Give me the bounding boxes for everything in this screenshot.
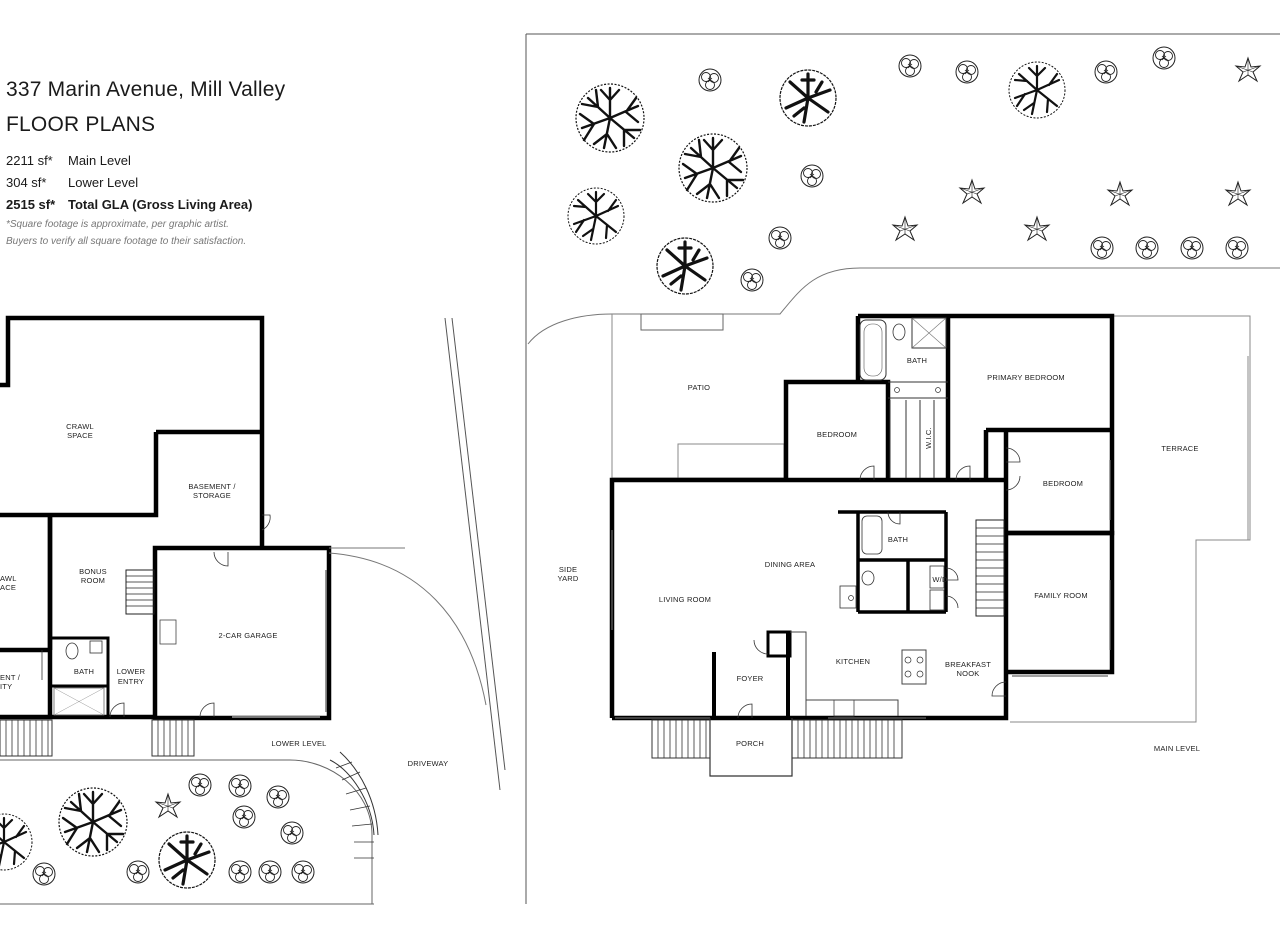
tree-icon xyxy=(59,788,127,856)
plan-subtitle: FLOOR PLANS xyxy=(6,113,156,136)
shrub-icon xyxy=(292,861,314,883)
room-label: LOWER xyxy=(116,667,146,676)
room-label: ENT / xyxy=(0,673,21,682)
area-label: Main Level xyxy=(68,153,131,168)
room-label: ROOM xyxy=(80,576,106,585)
shrub-icon xyxy=(1226,237,1248,259)
shrub-icon xyxy=(1095,61,1117,83)
plant-icon xyxy=(1226,182,1250,205)
lower-level-plan xyxy=(0,318,486,904)
sheet-dividers xyxy=(445,34,1280,904)
disclaimer-line-1: *Square footage is approximate, per graphic artist. xyxy=(6,219,229,230)
room-label: FOYER xyxy=(736,674,764,683)
room-label: W/D xyxy=(932,575,948,584)
room-label: W.I.C. xyxy=(924,427,933,449)
room-label: DINING AREA xyxy=(764,560,816,569)
room-label: YARD xyxy=(557,574,579,583)
tree-icon xyxy=(568,188,624,244)
tree-icon xyxy=(576,84,644,152)
property-address: 337 Marin Avenue, Mill Valley xyxy=(6,78,286,101)
area-sf: 2515 sf* xyxy=(6,197,56,212)
shrub-icon xyxy=(189,774,211,796)
plant-icon xyxy=(156,794,180,817)
plant-icon xyxy=(960,180,984,203)
level-label: MAIN LEVEL xyxy=(1153,744,1201,753)
driveway-label: DRIVEWAY xyxy=(407,759,449,768)
room-label: TERRACE xyxy=(1161,444,1199,453)
room-label: ITY xyxy=(0,682,13,691)
shrub-icon xyxy=(267,786,289,808)
room-label: ACE xyxy=(0,583,17,592)
room-label: BEDROOM xyxy=(816,430,858,439)
plant-icon xyxy=(1025,217,1049,240)
tree-icon xyxy=(780,70,836,126)
room-label: PATIO xyxy=(687,383,711,392)
shrub-icon xyxy=(229,861,251,883)
shrub-icon xyxy=(769,227,791,249)
shrub-icon xyxy=(229,775,251,797)
room-label: BATH xyxy=(887,535,909,544)
level-label: LOWER LEVEL xyxy=(271,739,327,748)
shrub-icon xyxy=(1091,237,1113,259)
shrub-icon xyxy=(1181,237,1203,259)
room-label: LIVING ROOM xyxy=(658,595,712,604)
shrub-icon xyxy=(1136,237,1158,259)
area-label: Total GLA (Gross Living Area) xyxy=(68,197,253,212)
area-sf: 304 sf* xyxy=(6,175,47,190)
room-label: BONUS xyxy=(79,567,107,576)
room-label: 2-CAR GARAGE xyxy=(218,631,278,640)
area-sf: 2211 sf* xyxy=(6,153,53,168)
shrub-icon xyxy=(281,822,303,844)
room-label: PORCH xyxy=(735,739,765,748)
shrub-icon xyxy=(233,806,255,828)
shrub-icon xyxy=(699,69,721,91)
shrub-icon xyxy=(259,861,281,883)
shrub-icon xyxy=(127,861,149,883)
room-label: KITCHEN xyxy=(835,657,871,666)
room-label: ENTRY xyxy=(117,677,145,686)
tree-icon xyxy=(657,238,713,294)
main-level-plan xyxy=(528,47,1280,776)
room-label: FAMILY ROOM xyxy=(1034,591,1088,600)
room-label: BEDROOM xyxy=(1042,479,1084,488)
shrub-icon xyxy=(801,165,823,187)
room-label: BASEMENT / xyxy=(188,482,236,491)
shrub-icon xyxy=(1153,47,1175,69)
shrub-icon xyxy=(956,61,978,83)
area-label: Lower Level xyxy=(68,175,139,190)
plant-icon xyxy=(1236,58,1260,81)
tree-icon xyxy=(159,832,215,888)
plant-icon xyxy=(893,217,917,240)
shrub-icon xyxy=(741,269,763,291)
room-label: AWL xyxy=(0,574,17,583)
room-label: BATH xyxy=(906,356,928,365)
room-label: PRIMARY BEDROOM xyxy=(987,373,1065,382)
room-label: BATH xyxy=(73,667,95,676)
tree-icon xyxy=(0,814,32,870)
room-label: NOOK xyxy=(956,669,980,678)
plant-icon xyxy=(1108,182,1132,205)
shrub-icon xyxy=(899,55,921,77)
room-label: SPACE xyxy=(67,431,93,440)
tree-icon xyxy=(1009,62,1065,118)
tree-icon xyxy=(679,134,747,202)
room-label: BREAKFAST xyxy=(945,660,991,669)
room-label: STORAGE xyxy=(193,491,231,500)
room-label: CRAWL xyxy=(66,422,94,431)
shrub-icon xyxy=(33,863,55,885)
room-label: SIDE xyxy=(558,565,578,574)
disclaimer-line-2: Buyers to verify all square footage to their satisfaction. xyxy=(6,236,247,247)
